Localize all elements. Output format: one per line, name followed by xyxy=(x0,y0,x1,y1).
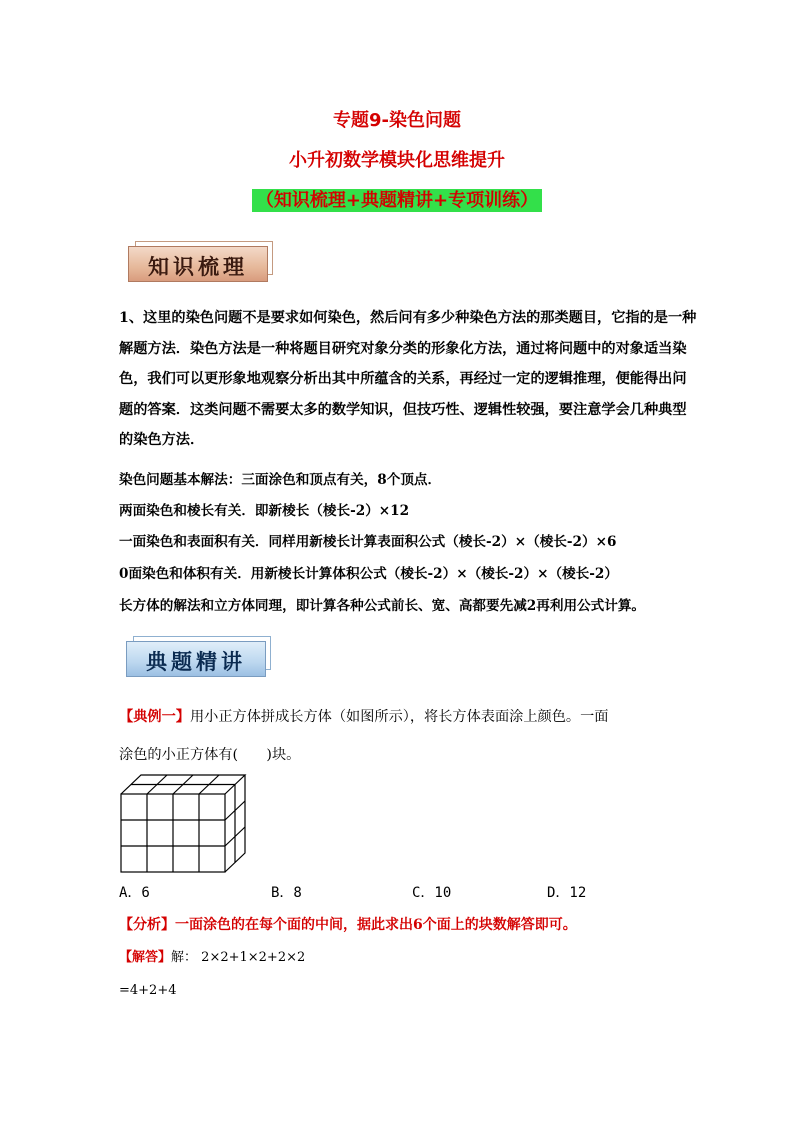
answer-formula-1: 2×2+1×2+2×2 xyxy=(201,950,306,965)
knowledge-line: 0面染色和体积有关．用新棱长计算体积公式（棱长-2）×（棱长-2）×（棱长-2） xyxy=(119,566,618,582)
main-title: 专题9-染色问题 xyxy=(333,110,461,131)
option-d: D．12 xyxy=(547,885,587,901)
answer-prefix: 解： xyxy=(171,950,198,965)
analysis-text: 一面涂色的在每个面的中间，据此求出6个面上的块数解答即可。 xyxy=(175,917,577,933)
section-header-examples xyxy=(126,641,266,677)
example-question-line2: 涂色的小正方体有( )块。 xyxy=(119,747,301,763)
knowledge-line: 一面染色和表面积有关．同样用新棱长计算表面积公式（棱长-2）×（棱长-2）×6 xyxy=(119,534,617,550)
tag-title-text: （知识梳理+典题精讲+专项训练） xyxy=(252,189,542,212)
example-tag: 【典例一】 xyxy=(119,709,190,725)
knowledge-line: 两面染色和棱长有关．即新棱长（棱长-2）×12 xyxy=(119,503,410,519)
example-question-text: 用小正方体拼成长方体（如图所示），将长方体表面涂上颜色。一面 xyxy=(189,709,609,725)
section-header-knowledge-label: 知识梳理 xyxy=(148,254,248,279)
cuboid-figure xyxy=(118,772,258,876)
knowledge-line: 染色问题基本解法：三面涂色和顶点有关，8个顶点． xyxy=(119,472,442,488)
tag-title xyxy=(0,186,794,212)
example-question-line1 xyxy=(119,706,608,726)
answer-line xyxy=(119,946,305,965)
analysis-tag: 【分析】 xyxy=(119,917,175,933)
section-header-examples-label: 典题精讲 xyxy=(146,649,246,674)
analysis-line xyxy=(119,914,577,934)
section-header-knowledge xyxy=(128,246,268,282)
option-b: B．8 xyxy=(271,885,302,901)
option-a: A．6 xyxy=(119,885,150,901)
answer-tag: 【解答】 xyxy=(119,950,172,965)
sub-title: 小升初数学模块化思维提升 xyxy=(289,150,505,171)
answer-formula-2: =4+2+4 xyxy=(119,983,177,998)
knowledge-line: 长方体的解法和立方体同理，即计算各种公式前长、宽、高都要先减2再利用公式计算。 xyxy=(119,598,646,614)
option-c: C．10 xyxy=(412,885,452,901)
knowledge-paragraph: 1、这里的染色问题不是要求如何染色，然后问有多少种染色方法的那类题目，它指的是一种解题方法．染色方法是一种将题目研究对象分类的形象化方法，通过将问题中的对象适当染色，我们可以更形象地观察分析出其中所蕴含的关系，再经过一定的逻辑推理，便能得出问题的答案．这类问题不需要太多的数学知识，但技巧性、逻辑性较强，要注意学会几种典型的染色方法． xyxy=(119,310,697,448)
